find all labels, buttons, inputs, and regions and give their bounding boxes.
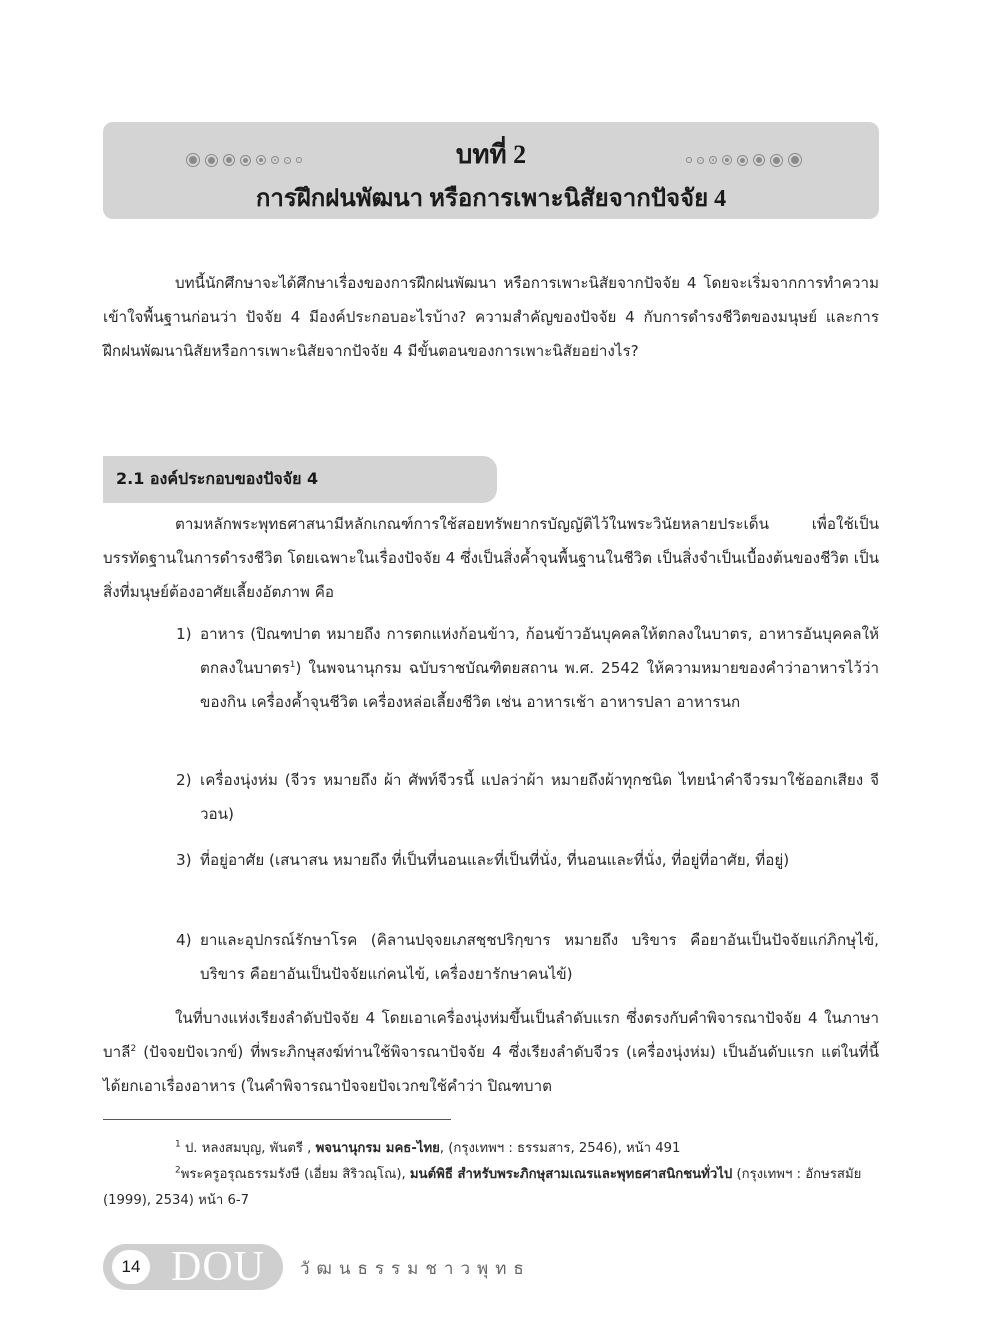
page-number: 14 xyxy=(112,1250,150,1284)
section-lead-paragraph: ตามหลักพระพุทธศาสนามีหลักเกณฑ์การใช้สอยทรัพยากรบัญญัติไว้ในพระวินัยหลายประเด็น เพื่อใช้เป็นบรรทัดฐานในการดำรงชีวิต โดยเฉพาะในเรื่องปัจจัย 4 ซึ่งเป็นสิ่งค้ำจุนพื้นฐานในชีวิต เป็นสิ่งจำเป็นเบื้องต้นของชีวิต เป็นสิ่งที่มนุษย์ต้องอาศัยเลี้ยงอัตภาพ คือ xyxy=(103,515,879,601)
footnote-mark: 2 xyxy=(175,1165,181,1176)
closing-paragraph: ในที่บางแห่งเรียงลำดับปัจจัย 4 โดยเอาเครื่องนุ่งห่มขึ้นเป็นลำดับแรก ซึ่งตรงกับคำพิจารณาปัจจัย 4 ในภาษาบาลี$^2$ (ปัจจยปัจเวกข์) ที่พระภิกษุสงฆ์ท่านใช้พิจารณาปัจจัย 4 ซึ่งเรียงลำดับจีวร (เครื่องนุ่งห่ม) เป็นอันดับแรก แต่ในที่นี้ได้ยกเอาเรื่องอาหาร (ในคำพิจารณาปัจจยปัจเวกขใช้คำว่า ปิณฑบาต xyxy=(103,1009,879,1095)
footnote-book-title: พจนานุกรม มคธ-ไทย xyxy=(315,1141,440,1156)
list-item xyxy=(176,843,879,877)
footnote-ref: 1 xyxy=(289,659,296,670)
list-item-number: 4) xyxy=(176,931,192,949)
list-item-text: เครื่องนุ่งห่ม (จีวร หมายถึง ผ้า ศัพท์จีวรนี้ แปลว่าผ้า หมายถึงผ้าทุกชนิด ไทยนำคำจีวรมาใช้ออกเสียง จีวอน) xyxy=(200,771,879,823)
list-item-number: 2) xyxy=(176,771,192,789)
list-item xyxy=(176,923,879,991)
list-item-text: อาหาร (ปิณฑปาต หมายถึง การตกแห่งก้อนข้าว, ก้อนข้าวอันบุคคลให้ตกลงในบาตร, อาหารอันบุคคลให้ตกลงในบาตร$^1$) ในพจนานุกรม ฉบับราชบัณฑิตยสถาน พ.ศ. 2542 ให้ความหมายของคำว่าอาหารไว้ว่า ของกิน เครื่องค้ำจุนชีวิต เครื่องหล่อเลี้ยงชีวิต เช่น อาหารเช้า อาหารปลา อาหารนก xyxy=(200,625,879,711)
dou-logo: DOU xyxy=(171,1244,265,1290)
footnote-mark: 1 xyxy=(175,1139,181,1150)
list-item-text: ยาและอุปกรณ์รักษาโรค (คิลานปจฺจยเภสชฺชปริกฺขาร หมายถึง บริขาร คือยาอันเป็นปัจจัยแก่ภิกษุไข้, บริขาร คือยาอันเป็นปัจจัยแก่คนไข้, เครื่องยารักษาคนไข้) xyxy=(200,931,879,983)
footnote-book-title: มนต์พิธี สำหรับพระภิกษุสามเณรและพุทธศาสนิกชนทั่วไป xyxy=(409,1167,733,1182)
chapter-title: การฝึกฝนพัฒนา หรือการเพาะนิสัยจากปัจจัย 4 xyxy=(255,186,727,212)
chapter-number: บทที่ 2 xyxy=(455,140,527,169)
chapter-header xyxy=(103,122,879,219)
list-item xyxy=(176,763,879,831)
footnote-1: $^1$ ป. หลงสมบุญ, พันตรี , พจนานุกรม มคธ-ไทย, (กรุงเทพฯ : ธรรมสาร, 2546), หน้า 491 xyxy=(175,1139,681,1156)
section-heading-text: 2.1 องค์ประกอบของปัจจัย 4 xyxy=(116,469,319,488)
list-item-text: ที่อยู่อาศัย (เสนาสน หมายถึง ที่เป็นที่นอนและที่เป็นที่นั่ง, ที่นอนและที่นั่ง, ที่อยู่ที่อาศัย, ที่อยู่) xyxy=(200,851,790,869)
section-heading xyxy=(103,456,497,503)
footnote-ref: 2 xyxy=(130,1043,137,1054)
intro-paragraph: บทนี้นักศึกษาจะได้ศึกษาเรื่องของการฝึกฝนพัฒนา หรือการเพาะนิสัยจากปัจจัย 4 โดยจะเริ่มจากการทำความเข้าใจพื้นฐานก่อนว่า ปัจจัย 4 มีองค์ประกอบอะไรบ้าง? ความสำคัญของปัจจัย 4 กับการดำรงชีวิตของมนุษย์ และการฝึกฝนพัฒนานิสัยหรือการเพาะนิสัยจากปัจจัย 4 มีขั้นตอนของการเพาะนิสัยอย่างไร? xyxy=(103,274,879,360)
list-item-number: 3) xyxy=(176,851,192,869)
list-item xyxy=(176,617,879,719)
list-item-number: 1) xyxy=(176,625,192,643)
footnote-2: $^2$พระครูอรุณธรรมรังษี (เอี่ยม สิริวณฺโณ), มนต์พิธี สำหรับพระภิกษุสามเณรและพุทธศาสนิกชนทั่วไป (กรุงเทพฯ : อักษรสมัย (1999), 2534) หน้า 6-7 xyxy=(103,1165,862,1208)
book-title: วัฒนธรรมชาวพุทธ xyxy=(300,1259,531,1279)
decorative-dots-right xyxy=(687,152,801,168)
footnote-divider xyxy=(103,1119,451,1120)
